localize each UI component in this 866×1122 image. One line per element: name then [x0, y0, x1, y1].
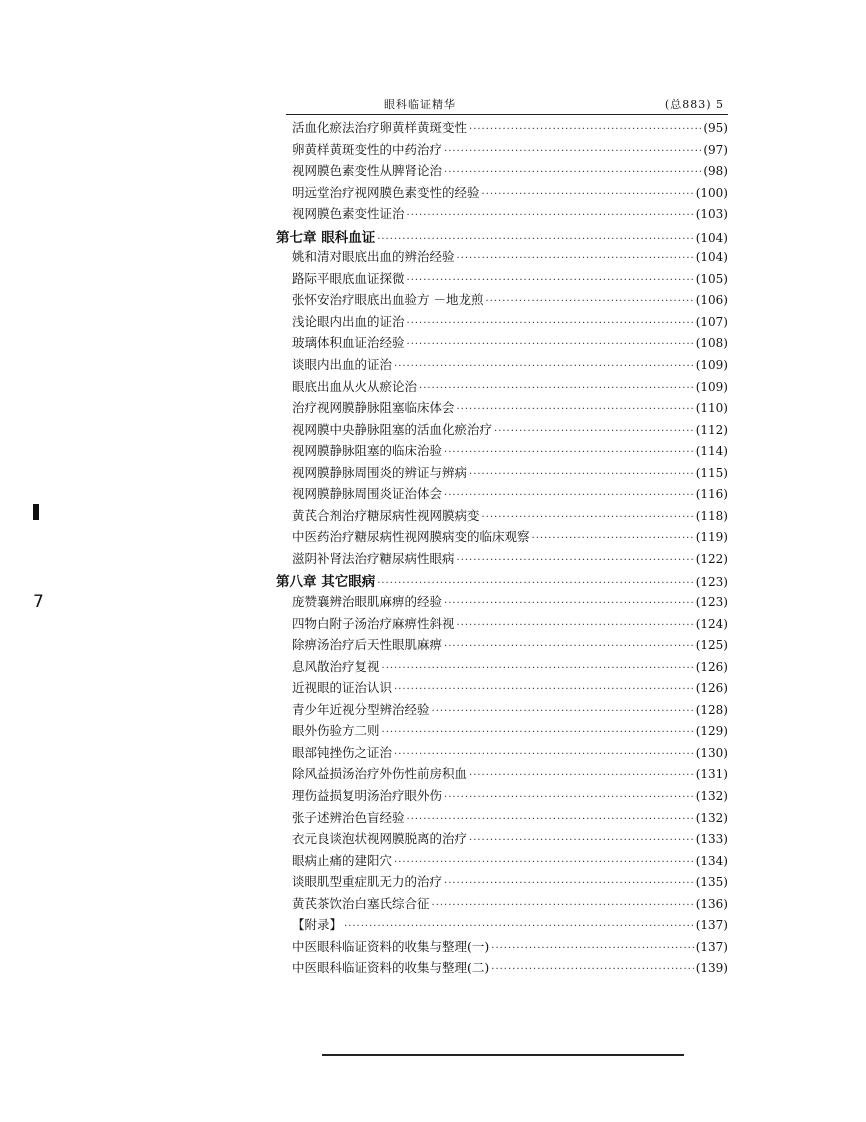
- toc-entry-page: (110): [695, 401, 728, 416]
- toc-entry-page: (123): [695, 595, 728, 610]
- bottom-rule: [322, 1054, 684, 1056]
- toc-entry-title: 浅论眼内出血的证治: [292, 313, 405, 329]
- toc-entry-title: 衣元良谈泡状视网膜脱离的治疗: [292, 831, 468, 847]
- toc-entry-title: 青少年近视分型辨治经验: [292, 701, 430, 717]
- toc-entry-title: 视网膜静脉周围炎证治体会: [292, 486, 443, 502]
- toc-leader-dots: [407, 275, 694, 286]
- toc-entry-title: 谈眼肌型重症肌无力的治疗: [292, 874, 443, 890]
- toc-entry-title: 近视眼的证治认识: [292, 680, 393, 696]
- toc-entry: [276, 808, 728, 830]
- toc-leader-dots: [394, 361, 694, 372]
- toc-entry-title: 张怀安治疗眼底出血验方 －地龙煎: [292, 292, 484, 308]
- toc-leader-dots: [344, 921, 694, 932]
- toc-entry-page: (109): [695, 358, 728, 373]
- toc-entry-page: (126): [695, 681, 728, 696]
- toc-entry-title: 黄芪茶饮治白塞氏综合征: [292, 895, 430, 911]
- toc-entry-page: (137): [695, 918, 728, 933]
- toc-entry: [276, 269, 728, 291]
- toc-leader-dots: [532, 533, 694, 544]
- toc-leader-dots: [457, 404, 694, 415]
- toc-leader-dots: [407, 318, 694, 329]
- margin-mark: [33, 504, 39, 520]
- toc-entry-title: 息风散治疗复视: [292, 658, 380, 674]
- toc-leader-dots: [457, 555, 694, 566]
- toc-leader-dots: [394, 684, 694, 695]
- toc-chapter-heading: [276, 226, 728, 248]
- toc-leader-dots: [469, 835, 694, 846]
- toc-entry-title: 理伤益损复明汤治疗眼外伤: [292, 787, 443, 803]
- toc-entry-page: (116): [695, 487, 728, 502]
- toc-entry-page: (100): [695, 185, 728, 200]
- toc-leader-dots: [432, 706, 694, 717]
- toc-entry: [276, 355, 728, 377]
- toc-entry-title: 眼底出血从火从瘀论治: [292, 378, 418, 394]
- toc-leader-dots: [377, 234, 694, 245]
- toc-entry-page: (104): [695, 230, 728, 245]
- toc-entry: [276, 420, 728, 442]
- toc-leader-dots: [469, 124, 701, 135]
- toc-leader-dots: [382, 663, 694, 674]
- toc-entry: [276, 657, 728, 679]
- toc-leader-dots: [444, 447, 694, 458]
- toc-entry-title: 视网膜色素变性证治: [292, 206, 405, 222]
- toc-entry-page: (115): [695, 465, 728, 480]
- toc-entry-title: 视网膜色素变性从脾肾论治: [292, 163, 443, 179]
- toc-entry-page: (137): [695, 939, 728, 954]
- toc-entry-title: 眼病止痛的建阳穴: [292, 852, 393, 868]
- toc-entry: [276, 764, 728, 786]
- toc-entry: [276, 786, 728, 808]
- toc-entry-page: (118): [695, 508, 728, 523]
- toc-entry: [276, 118, 728, 140]
- toc-entry-title: 卵黄样黄斑变性的中药治疗: [292, 141, 443, 157]
- toc-leader-dots: [469, 469, 694, 480]
- toc-entry-title: 眼外伤验方二则: [292, 723, 380, 739]
- toc-entry: [276, 678, 728, 700]
- running-header-page-number: (总883) 5: [664, 98, 724, 111]
- toc-entry-title: 第八章 其它眼病: [276, 574, 376, 591]
- toc-entry-page: (126): [695, 659, 728, 674]
- toc-entry: [276, 614, 728, 636]
- toc-leader-dots: [444, 146, 701, 157]
- toc-leader-dots: [444, 490, 694, 501]
- toc-leader-dots: [457, 620, 694, 631]
- toc-entry-page: (128): [695, 702, 728, 717]
- toc-entry-title: 张子述辨治色盲经验: [292, 809, 405, 825]
- toc-leader-dots: [491, 964, 693, 975]
- toc-entry: [276, 377, 728, 399]
- toc-chapter-heading: [276, 570, 728, 592]
- toc-leader-dots: [407, 814, 694, 825]
- toc-entry-page: (136): [695, 896, 728, 911]
- toc-entry: [276, 635, 728, 657]
- toc-entry-title: 第七章 眼科血证: [276, 229, 376, 246]
- toc-entry-page: (131): [695, 767, 728, 782]
- toc-entry-page: (107): [695, 314, 728, 329]
- toc-entry: [276, 290, 728, 312]
- toc-entry-title: 除痹汤治疗后天性眼肌麻痹: [292, 637, 443, 653]
- toc-entry: [276, 937, 728, 959]
- toc-entry: [276, 743, 728, 765]
- toc-leader-dots: [457, 253, 694, 264]
- toc-leader-dots: [444, 878, 694, 889]
- toc-entry-title: 视网膜静脉周围炎的辨证与辨病: [292, 464, 468, 480]
- toc-leader-dots: [419, 383, 694, 394]
- toc-entry-title: 治疗视网膜静脉阻塞临床体会: [292, 400, 455, 416]
- toc-entry: [276, 894, 728, 916]
- running-header-title: 眼科临证精华: [384, 98, 456, 111]
- toc-entry-title: 路际平眼底血证探微: [292, 270, 405, 286]
- toc-entry-title: 明远堂治疗视网膜色素变性的经验: [292, 184, 480, 200]
- toc-appendix-heading: [276, 915, 728, 937]
- toc-leader-dots: [482, 189, 694, 200]
- toc-leader-dots: [482, 512, 694, 523]
- toc-leader-dots: [394, 857, 694, 868]
- toc-entry-title: 玻璃体积血证治经验: [292, 335, 405, 351]
- toc-entry: [276, 592, 728, 614]
- toc-leader-dots: [444, 167, 701, 178]
- toc-leader-dots: [485, 296, 693, 307]
- margin-number: 7: [33, 592, 44, 612]
- toc-entry-title: 庞赞襄辨治眼肌麻痹的经验: [292, 594, 443, 610]
- toc-entry-page: (108): [695, 336, 728, 351]
- toc-entry: [276, 140, 728, 162]
- toc-entry-title: 四物白附子汤治疗麻痹性斜视: [292, 615, 455, 631]
- toc-entry-page: (97): [703, 142, 728, 157]
- toc-leader-dots: [444, 598, 694, 609]
- toc-entry-page: (105): [695, 271, 728, 286]
- toc-entry-page: (104): [695, 250, 728, 265]
- table-of-contents: [276, 118, 728, 980]
- toc-entry-page: (106): [695, 293, 728, 308]
- toc-leader-dots: [377, 578, 694, 589]
- toc-leader-dots: [407, 339, 694, 350]
- toc-entry: [276, 312, 728, 334]
- toc-entry: [276, 161, 728, 183]
- toc-entry-title: 活血化瘀法治疗卵黄样黄斑变性: [292, 120, 468, 135]
- toc-entry-page: (119): [695, 530, 728, 545]
- toc-entry-page: (129): [695, 724, 728, 739]
- toc-entry: [276, 851, 728, 873]
- toc-entry-title: 视网膜静脉阻塞的临床治验: [292, 443, 443, 459]
- toc-entry-title: 中医药治疗糖尿病性视网膜病变的临床观察: [292, 529, 530, 545]
- toc-entry-page: (135): [695, 875, 728, 890]
- toc-entry-page: (95): [703, 121, 728, 135]
- toc-entry-title: 黄芪合剂治疗糖尿病性视网膜病变: [292, 507, 480, 523]
- toc-entry-title: 中医眼科临证资料的收集与整理(一): [292, 938, 490, 954]
- toc-entry-title: 谈眼内出血的证治: [292, 357, 393, 373]
- toc-entry-title: 【附录】: [292, 917, 343, 933]
- toc-leader-dots: [394, 749, 694, 760]
- toc-entry-page: (139): [695, 961, 728, 976]
- toc-entry: [276, 829, 728, 851]
- toc-entry-page: (122): [695, 551, 728, 566]
- toc-entry: [276, 204, 728, 226]
- toc-leader-dots: [382, 727, 694, 738]
- toc-entry-title: 视网膜中央静脉阻塞的活血化瘀治疗: [292, 421, 493, 437]
- toc-entry-page: (132): [695, 810, 728, 825]
- toc-leader-dots: [469, 770, 694, 781]
- toc-entry-title: 除风益损汤治疗外伤性前房积血: [292, 766, 468, 782]
- toc-leader-dots: [444, 792, 694, 803]
- toc-entry-page: (132): [695, 788, 728, 803]
- toc-entry-page: (124): [695, 616, 728, 631]
- toc-entry-page: (133): [695, 832, 728, 847]
- toc-entry-page: (123): [695, 575, 728, 590]
- toc-entry: [276, 441, 728, 463]
- toc-leader-dots: [432, 900, 694, 911]
- toc-entry: [276, 247, 728, 269]
- toc-entry: [276, 958, 728, 980]
- toc-entry-title: 姚和清对眼底出血的辨治经验: [292, 249, 455, 265]
- running-header: [286, 94, 728, 115]
- toc-leader-dots: [407, 210, 694, 221]
- toc-entry-page: (125): [695, 638, 728, 653]
- toc-entry-title: 中医眼科临证资料的收集与整理(二): [292, 960, 490, 976]
- toc-entry-page: (109): [695, 379, 728, 394]
- toc-entry-page: (112): [695, 422, 728, 437]
- toc-entry-page: (103): [695, 207, 728, 222]
- toc-entry-page: (134): [695, 853, 728, 868]
- toc-entry: [276, 721, 728, 743]
- toc-entry: [276, 549, 728, 571]
- toc-entry: [276, 183, 728, 205]
- toc-entry: [276, 484, 728, 506]
- toc-entry-title: 滋阴补肾法治疗糖尿病性眼病: [292, 550, 455, 566]
- toc-entry: [276, 700, 728, 722]
- toc-leader-dots: [491, 943, 693, 954]
- toc-leader-dots: [444, 641, 694, 652]
- toc-entry-page: (114): [695, 444, 728, 459]
- toc-leader-dots: [494, 426, 694, 437]
- toc-entry: [276, 463, 728, 485]
- toc-entry-page: (98): [703, 164, 728, 179]
- toc-entry: [276, 506, 728, 528]
- toc-entry: [276, 333, 728, 355]
- toc-entry: [276, 527, 728, 549]
- toc-entry-page: (130): [695, 745, 728, 760]
- toc-entry: [276, 398, 728, 420]
- toc-entry: [276, 872, 728, 894]
- toc-entry-title: 眼部钝挫伤之证治: [292, 744, 393, 760]
